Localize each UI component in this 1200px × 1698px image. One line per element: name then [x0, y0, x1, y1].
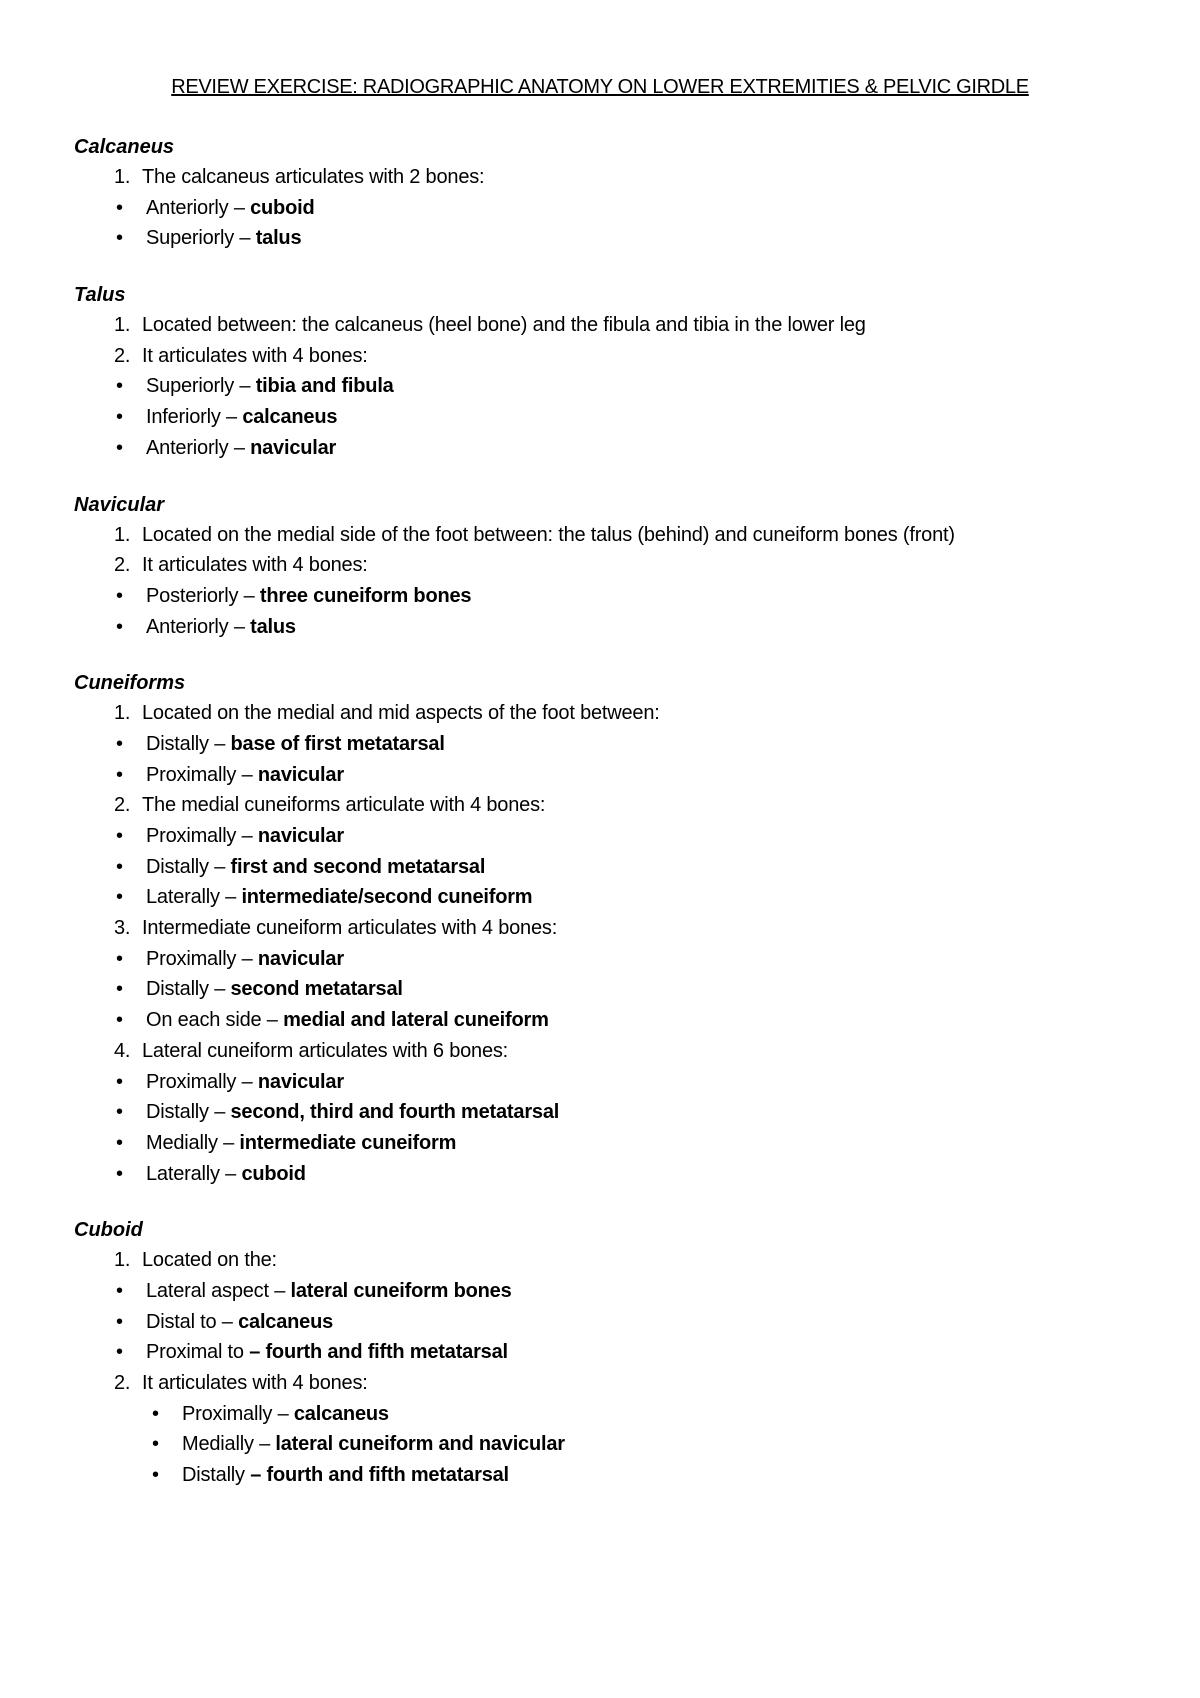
item-answer: lateral cuneiform bones: [290, 1279, 512, 1302]
bullet-item: [74, 882, 1154, 913]
bullet-item: [74, 223, 1154, 254]
item-text: [146, 974, 403, 1005]
item-answer: calcaneus: [242, 406, 338, 429]
bullet-marker: •: [116, 1279, 123, 1302]
bullet-item: [74, 1128, 1154, 1159]
item-label: Proximally –: [146, 1070, 258, 1093]
bullet-item: [74, 1429, 1154, 1460]
item-text: [146, 729, 445, 760]
item-label: Anteriorly –: [146, 436, 251, 459]
item-label: The medial cuneiforms articulate with 4 bones:: [142, 794, 546, 817]
bullet-marker: •: [116, 227, 123, 250]
item-answer: medial and lateral cuneiform: [283, 1009, 549, 1032]
item-text: [146, 223, 301, 254]
bullet-marker: •: [116, 1131, 123, 1154]
bullet-marker: •: [116, 1310, 123, 1333]
numbered-item: [74, 520, 1154, 551]
bullet-marker: •: [116, 584, 123, 607]
item-text: [146, 1159, 306, 1190]
bullet-marker: •: [116, 1009, 123, 1032]
item-label: Laterally –: [146, 1162, 242, 1185]
item-label: It articulates with 4 bones:: [142, 1372, 368, 1394]
item-label: Lateral aspect –: [146, 1279, 291, 1302]
item-label: The calcaneus articulates with 2 bones:: [142, 166, 485, 188]
bullet-item: [74, 944, 1154, 975]
item-text: [146, 1276, 512, 1307]
item-label: Distally –: [146, 978, 231, 1001]
item-answer: navicular: [257, 947, 344, 970]
item-label: Superiorly –: [146, 227, 256, 250]
bullet-item: [74, 433, 1154, 464]
item-label: Intermediate cuneiform articulates with 4 bones:: [142, 917, 558, 940]
item-label: Laterally –: [146, 886, 242, 909]
item-answer: first and second metatarsal: [230, 855, 486, 878]
bullet-marker: •: [116, 375, 123, 398]
bullet-marker: •: [116, 886, 123, 909]
item-label: Proximally –: [182, 1402, 294, 1425]
item-label: Inferiorly –: [146, 406, 243, 429]
bullet-marker: •: [152, 1433, 159, 1456]
item-answer: navicular: [257, 825, 344, 847]
section-navicular: [74, 490, 1154, 643]
numbered-item: [74, 790, 1154, 821]
item-answer: base of first metatarsal: [230, 732, 445, 755]
item-label: Proximally –: [146, 763, 258, 786]
item-text: [142, 341, 368, 372]
item-text: [146, 371, 394, 402]
item-text: [146, 1097, 559, 1128]
section-cuboid: [74, 1215, 1154, 1491]
item-text: [142, 698, 660, 729]
item-answer: navicular: [257, 1070, 344, 1093]
item-answer: – fourth and fifth metatarsal: [250, 1464, 509, 1487]
section-spacer: [74, 254, 1154, 280]
item-answer: talus: [250, 615, 296, 638]
bullet-marker: •: [116, 825, 123, 847]
item-text: [146, 193, 314, 224]
numbered-item: [74, 698, 1154, 729]
item-answer: cuboid: [241, 1162, 306, 1185]
item-text: [146, 1337, 508, 1368]
bullet-item: [74, 581, 1154, 612]
item-text: [142, 1036, 508, 1067]
bullet-marker: •: [116, 1070, 123, 1093]
numbered-item: [74, 1245, 1154, 1276]
item-text: [146, 882, 532, 913]
section-heading: Talus: [74, 284, 126, 307]
bullet-item: [74, 1097, 1154, 1128]
bullet-item: [74, 1276, 1154, 1307]
bullet-item: [74, 760, 1154, 791]
bullet-item: [74, 1159, 1154, 1190]
item-label: Distally –: [146, 732, 231, 755]
bullet-item: [74, 1307, 1154, 1338]
bullet-item: [74, 193, 1154, 224]
bullet-marker: •: [116, 406, 123, 429]
list-number: 2.: [114, 554, 131, 577]
section-heading: Cuboid: [74, 1219, 143, 1242]
item-answer: second, third and fourth metatarsal: [230, 1101, 560, 1124]
bullet-marker: •: [116, 947, 123, 970]
bullet-item: [74, 1337, 1154, 1368]
item-label: Distally: [182, 1464, 251, 1487]
item-text: [146, 760, 344, 791]
bullet-item: [74, 821, 1154, 852]
item-text: [182, 1460, 509, 1491]
item-answer: second metatarsal: [230, 978, 403, 1001]
numbered-item: [74, 1036, 1154, 1067]
item-answer: calcaneus: [238, 1310, 334, 1333]
numbered-item: [74, 310, 1154, 341]
list-number: 1.: [114, 523, 131, 546]
item-text: [142, 1368, 368, 1399]
item-answer: intermediate/second cuneiform: [241, 886, 533, 909]
item-text: [142, 550, 368, 581]
item-answer: cuboid: [250, 196, 315, 219]
list-number: 2.: [114, 1372, 131, 1394]
item-text: [182, 1399, 389, 1430]
item-label: Located on the medial and mid aspects of the foot between:: [142, 702, 660, 725]
item-text: [146, 433, 336, 464]
item-answer: three cuneiform bones: [259, 584, 472, 607]
bullet-marker: •: [152, 1464, 159, 1487]
item-text: [182, 1429, 565, 1460]
bullet-marker: •: [116, 1101, 123, 1124]
section-heading: Calcaneus: [74, 136, 175, 158]
item-label: Located on the:: [142, 1249, 277, 1272]
section-cuneiforms: [74, 668, 1154, 1189]
item-text: [142, 520, 955, 551]
bullet-marker: •: [152, 1402, 159, 1425]
bullet-marker: •: [116, 763, 123, 786]
section-talus: [74, 280, 1154, 463]
numbered-item: [74, 550, 1154, 581]
item-label: On each side –: [146, 1009, 284, 1032]
section-heading: Navicular: [74, 493, 165, 516]
bullet-marker: •: [116, 196, 123, 219]
item-label: Anteriorly –: [146, 196, 251, 219]
item-text: [146, 1005, 549, 1036]
bullet-item: [74, 612, 1154, 643]
item-text: [146, 402, 337, 433]
bullet-item: [74, 1399, 1154, 1430]
bullet-item: [74, 852, 1154, 883]
item-label: Distally –: [146, 1101, 231, 1124]
item-label: It articulates with 4 bones:: [142, 344, 368, 367]
list-number: 4.: [114, 1039, 131, 1062]
item-label: It articulates with 4 bones:: [142, 554, 368, 577]
list-number: 2.: [114, 794, 131, 817]
bullet-item: [74, 1067, 1154, 1098]
section-spacer: [74, 642, 1154, 668]
bullet-item: [74, 1460, 1154, 1491]
list-number: 1.: [114, 702, 131, 725]
section-calcaneus: [74, 132, 1154, 254]
item-text: [142, 310, 866, 341]
item-label: Medially –: [182, 1433, 276, 1456]
numbered-item: [74, 913, 1154, 944]
item-label: Located on the medial side of the foot between: the talus (behind) and cuneiform bones (front): [142, 523, 955, 546]
bullet-item: [74, 1005, 1154, 1036]
bullet-item: [74, 729, 1154, 760]
numbered-item: [74, 1368, 1154, 1399]
item-label: Lateral cuneiform articulates with 6 bones:: [142, 1039, 509, 1062]
item-answer: intermediate cuneiform: [239, 1131, 457, 1154]
item-text: [146, 852, 485, 883]
page-title: REVIEW EXERCISE: RADIOGRAPHIC ANATOMY ON LOWER EXTREMITIES & PELVIC GIRDLE: [171, 76, 1029, 98]
list-number: 3.: [114, 917, 131, 940]
item-label: Medially –: [146, 1131, 240, 1154]
section-spacer: [74, 464, 1154, 490]
list-number: 1.: [114, 1249, 131, 1272]
document-body: [74, 132, 1154, 1491]
bullet-marker: •: [116, 1162, 123, 1185]
item-answer: lateral cuneiform and navicular: [275, 1433, 565, 1456]
bullet-item: [74, 402, 1154, 433]
item-text: [142, 162, 484, 193]
section-heading: Cuneiforms: [74, 672, 186, 695]
item-text: [146, 1307, 333, 1338]
bullet-marker: •: [116, 732, 123, 755]
bullet-marker: •: [116, 1341, 123, 1364]
item-text: [146, 821, 344, 852]
numbered-item: [74, 162, 1154, 193]
list-number: 1.: [114, 166, 131, 188]
item-text: [146, 944, 344, 975]
item-label: Posteriorly –: [146, 584, 260, 607]
item-text: [142, 1245, 277, 1276]
item-text: [142, 790, 545, 821]
item-answer: talus: [255, 227, 302, 250]
list-number: 2.: [114, 344, 131, 367]
item-text: [146, 612, 296, 643]
item-text: [146, 581, 471, 612]
item-label: Distally –: [146, 855, 231, 878]
item-text: [146, 1128, 456, 1159]
item-answer: navicular: [250, 436, 337, 459]
item-text: [142, 913, 557, 944]
section-spacer: [74, 1189, 1154, 1215]
bullet-marker: •: [116, 855, 123, 878]
numbered-item: [74, 341, 1154, 372]
item-label: Proximally –: [146, 825, 258, 847]
item-label: Located between: the calcaneus (heel bone) and the fibula and tibia in the lower leg: [142, 314, 866, 337]
item-label: Superiorly –: [146, 375, 256, 398]
bullet-marker: •: [116, 615, 123, 638]
item-text: [146, 1067, 344, 1098]
item-label: Proximal to: [146, 1341, 250, 1364]
bullet-marker: •: [116, 436, 123, 459]
item-answer: navicular: [257, 763, 344, 786]
bullet-item: [74, 371, 1154, 402]
bullet-marker: •: [116, 978, 123, 1001]
item-answer: tibia and fibula: [255, 375, 394, 398]
item-answer: – fourth and fifth metatarsal: [249, 1341, 508, 1364]
item-label: Anteriorly –: [146, 615, 251, 638]
bullet-item: [74, 974, 1154, 1005]
list-number: 1.: [114, 314, 131, 337]
item-label: Distal to –: [146, 1310, 239, 1333]
item-answer: calcaneus: [293, 1402, 389, 1425]
item-label: Proximally –: [146, 947, 258, 970]
